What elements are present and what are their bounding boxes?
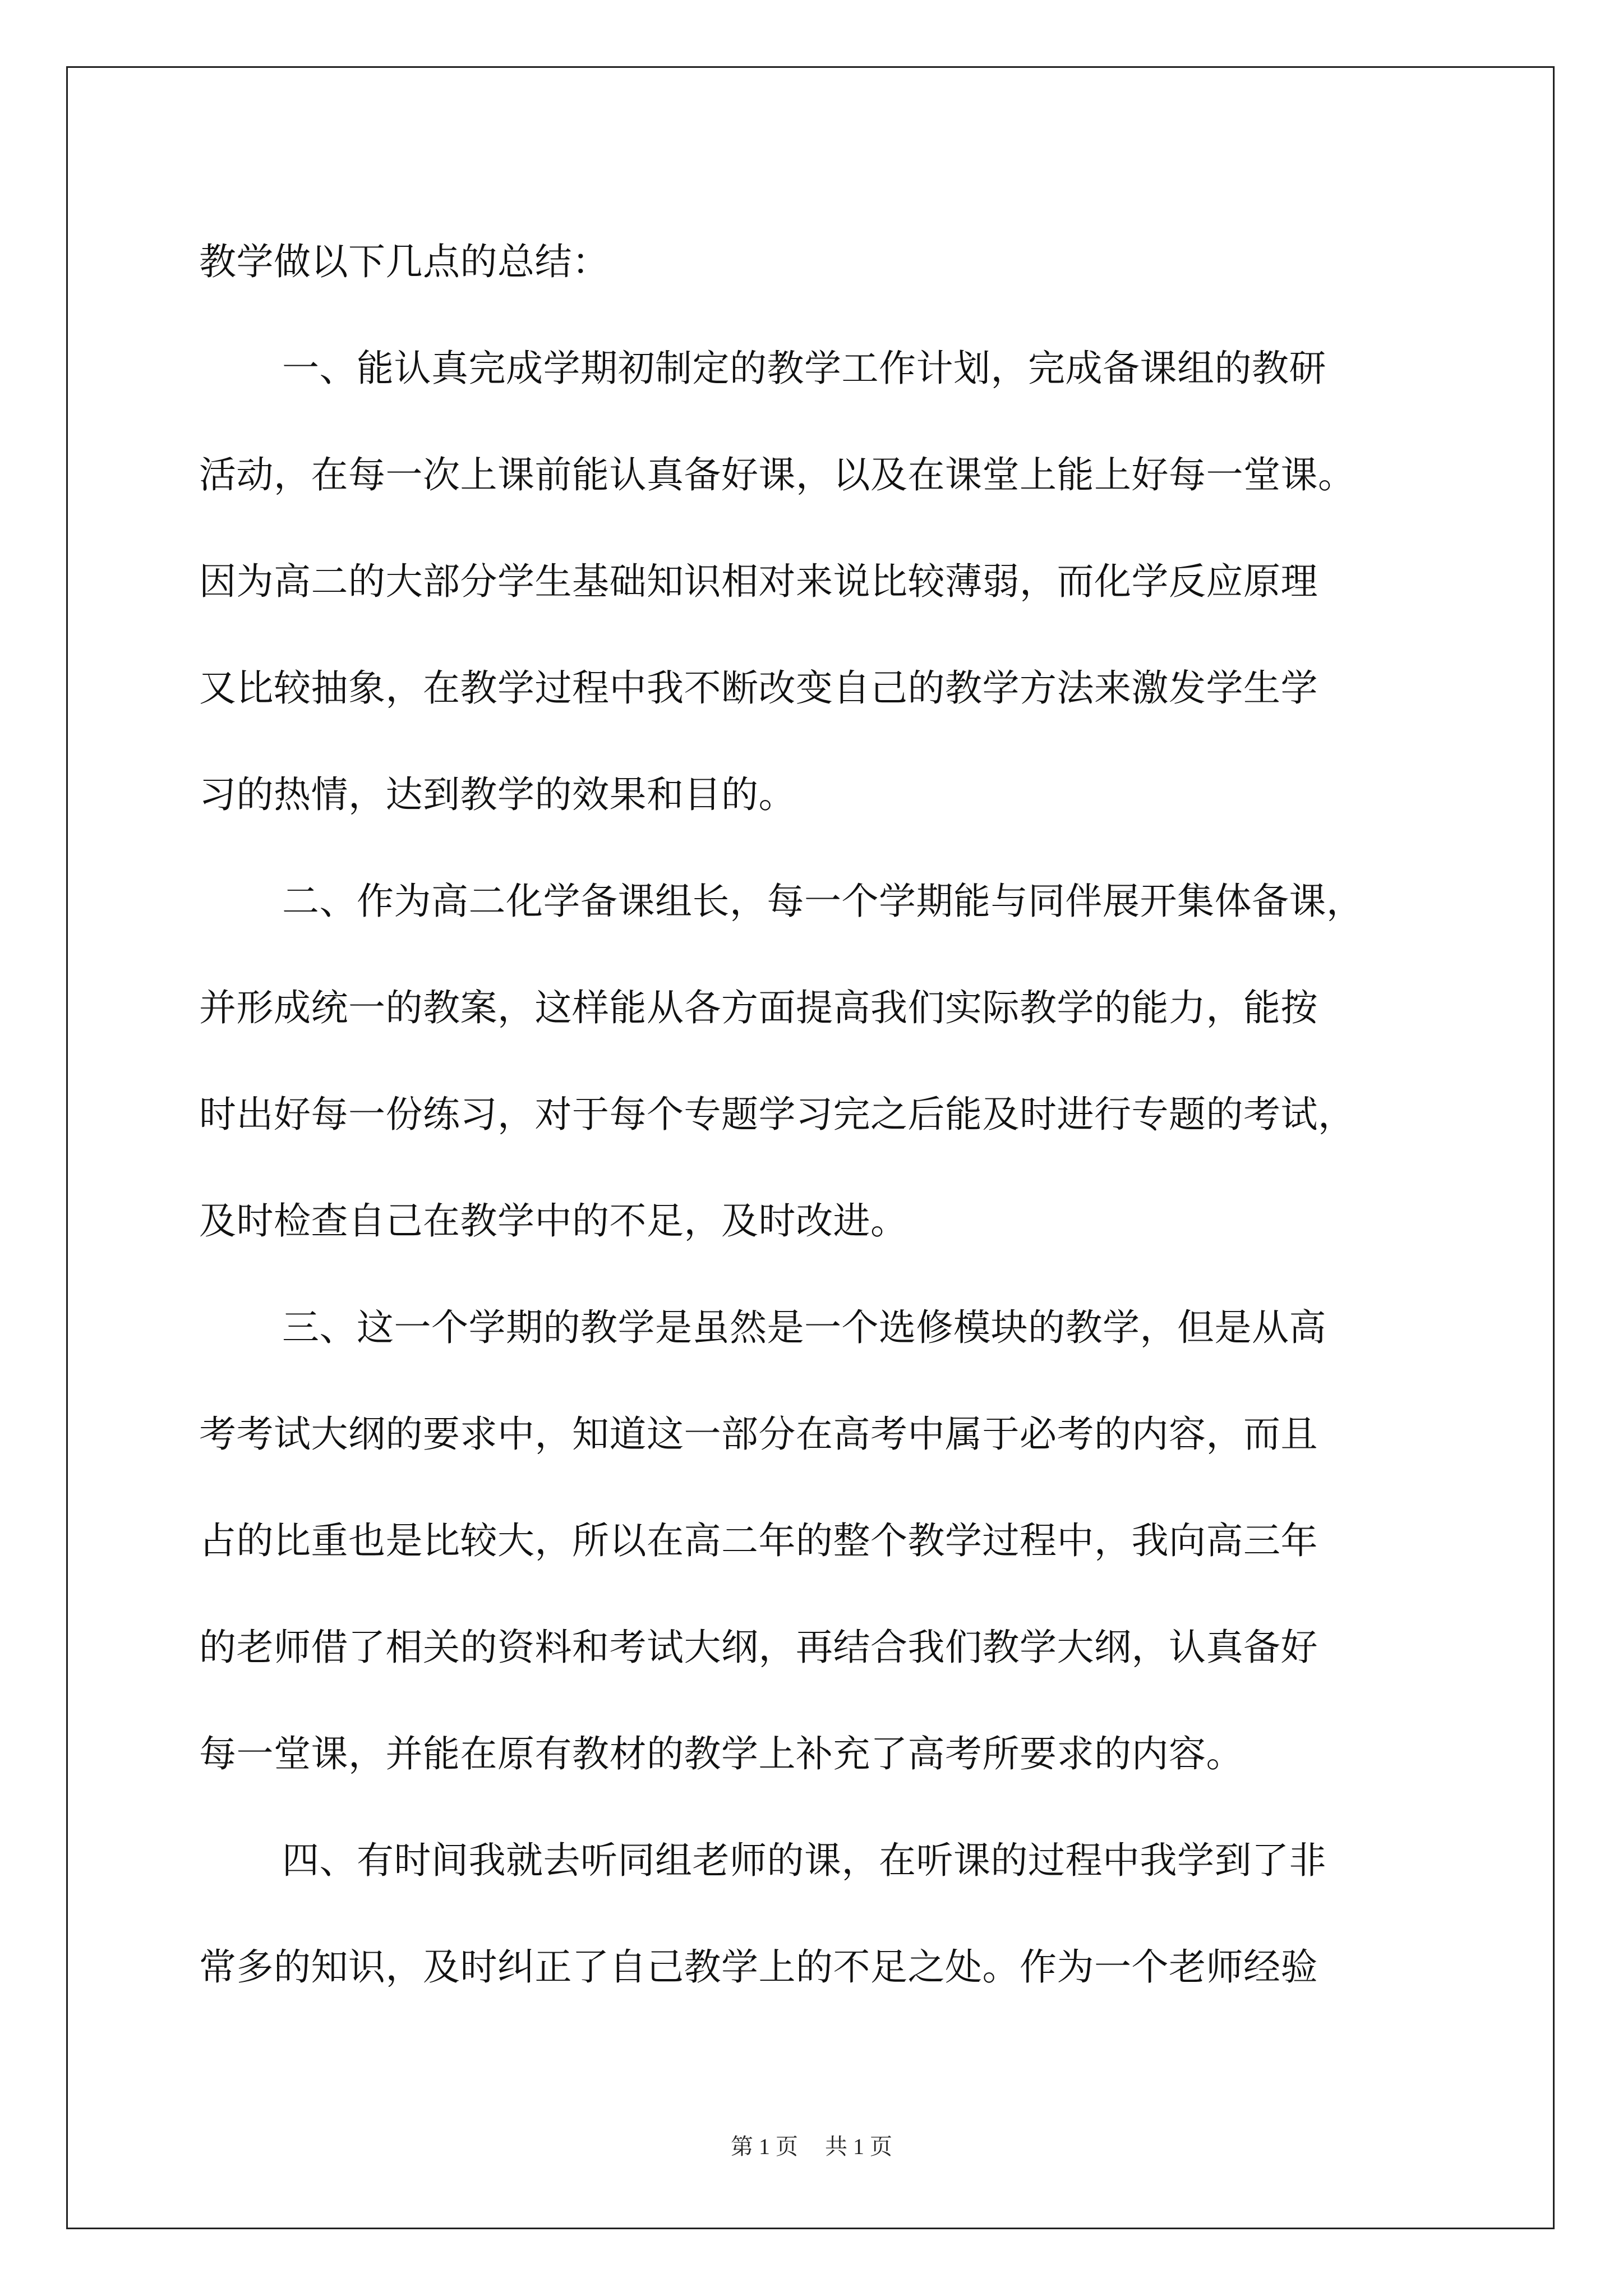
text-line: 考考试大纲的要求中，知道这一部分在高考中属于必考的内容，而且 [199,1412,1318,1456]
paragraph-1-start: 一、能认真完成学期初制定的教学工作计划，完成备课组的教研 [282,347,1326,390]
paragraph-2-start: 二、作为高二化学备课组长，每一个学期能与同伴展开集体备课， [282,880,1364,923]
text-line: 教学做以下几点的总结： [199,240,610,283]
text-line: 及时检查自己在教学中的不足，及时改进。 [199,1199,908,1243]
text-line: 常多的知识，及时纠正了自己教学上的不足之处。作为一个老师经验 [199,1945,1318,1989]
text-line: 的老师借了相关的资料和考试大纲，再结合我们教学大纲，认真备好 [199,1626,1318,1669]
text-line: 并形成统一的教案，这样能从各方面提高我们实际教学的能力，能按 [199,986,1318,1029]
page-footer [0,2129,1623,2161]
paragraph-3-start: 三、这一个学期的教学是虽然是一个选修模块的教学，但是从高 [282,1306,1326,1349]
text-line: 活动，在每一次上课前能认真备好课，以及在课堂上能上好每一堂课。 [199,453,1355,496]
text-line: 占的比重也是比较大，所以在高二年的整个教学过程中，我向高三年 [199,1519,1318,1562]
paragraph-4-start: 四、有时间我就去听同组老师的课，在听课的过程中我学到了非 [282,1839,1326,1882]
text-line: 习的热情，达到教学的效果和目的。 [199,773,796,816]
page-number: 第 1 页 [731,2134,798,2159]
text-line: 因为高二的大部分学生基础知识相对来说比较薄弱，而化学反应原理 [199,560,1318,603]
page-total: 共 1 页 [825,2134,892,2159]
text-line: 每一堂课，并能在原有教材的教学上补充了高考所要求的内容。 [199,1732,1243,1775]
text-line: 又比较抽象，在教学过程中我不断改变自己的教学方法来激发学生学 [199,666,1318,710]
document-body [199,209,1438,2021]
text-line: 时出好每一份练习，对于每个专题学习完之后能及时进行专题的考试， [199,1093,1355,1136]
